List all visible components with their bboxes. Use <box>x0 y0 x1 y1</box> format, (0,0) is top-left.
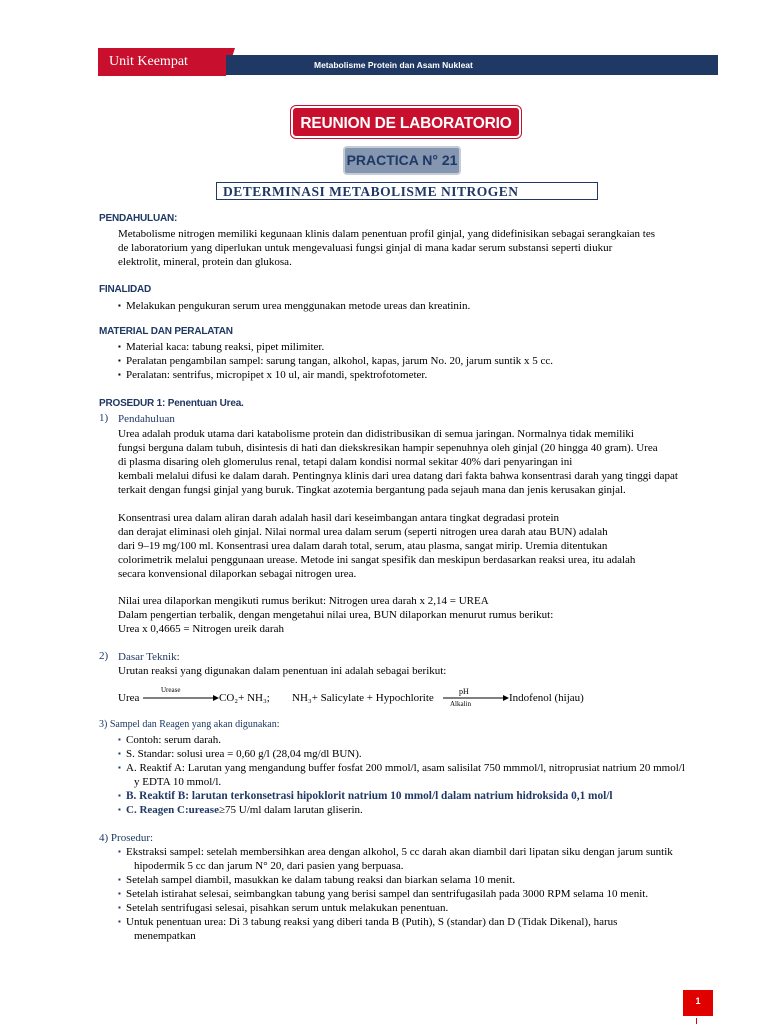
bullet-icon: ▪ <box>118 735 121 744</box>
reagent-item <box>118 761 685 775</box>
step-item <box>118 901 448 915</box>
step-item-continued: hipodermik 5 cc dan jarum N° 20, dari pasien yang berpuasa. <box>134 860 404 872</box>
step-item <box>118 887 648 901</box>
reagent-item <box>118 733 221 747</box>
reagent-item-b <box>118 789 613 803</box>
paragraph-line: fungsi berguna dalam tubuh, disintesis di hati dan diekskresikan hampir sepenuhnya oleh ginjal (20 hingga 40 gram). Urea <box>118 442 658 454</box>
reaction-ph: pH <box>459 687 469 696</box>
bullet-icon: ▪ <box>118 889 121 898</box>
practica-badge: PRACTICA N° 21 <box>343 146 461 175</box>
reaction-reactants: NH₃+ Salicylate + Hypochlorite <box>292 692 434 704</box>
bullet-icon: ▪ <box>118 301 121 310</box>
paragraph-line: terkait dengan fungsi ginjal yang buruk. Tingkat azotemia bergantung pada sejauh mana dan jenis kerusakan ginjal. <box>118 484 626 496</box>
section-1-title: Pendahuluan <box>118 413 175 425</box>
pendahuluan-line: Metabolisme nitrogen memiliki kegunaan klinis dalam penentuan profil ginjal, yang didefinisikan sebagai serangkaian tes <box>118 228 656 240</box>
reaction-intro: Urutan reaksi yang digunakan dalam penentuan ini adalah sebagai berikut: <box>118 665 447 677</box>
reaction-products: CO₂+ NH₃; <box>219 692 270 704</box>
paragraph-line: dan derajat eliminasi oleh ginjal. Nilai normal urea dalam serum (seperti nitrogen urea darah atau BUN) adalah <box>118 526 608 538</box>
bullet-icon: ▪ <box>118 903 121 912</box>
step-item-text: Ekstraksi sampel: setelah membersihkan area dengan alkohol, 5 cc darah akan diambil dari lipatan siku dengan jarum suntik <box>126 846 673 858</box>
page-number: 1 <box>683 990 713 1016</box>
section-3-heading: 3) Sampel dan Reagen yang akan digunakan: <box>99 719 280 730</box>
material-item-text: Peralatan: sentrifus, micropipet x 10 ul, air mandi, spektrofotometer. <box>126 369 428 381</box>
step-item <box>118 873 515 887</box>
step-item-text: Untuk penentuan urea: Di 3 tabung reaksi yang diberi tanda B (Putih), S (standar) dan D (Tidak Dikenal), harus <box>126 916 618 928</box>
paragraph-line: dari 9–19 mg/100 ml. Konsentrasi urea dalam darah total, serum, atau plasma, sangat mirip. Uremia ditentukan <box>118 540 608 552</box>
bullet-icon: ▪ <box>118 342 121 351</box>
prosedur-heading: PROSEDUR 1: Penentuan Urea. <box>99 398 244 409</box>
page-marker <box>696 1018 697 1024</box>
material-item-text: Material kaca: tabung reaksi, pipet milimiter. <box>126 341 325 353</box>
reagent-item <box>118 747 362 761</box>
main-title: REUNION DE LABORATORIO <box>291 106 521 138</box>
bullet-icon: ▪ <box>118 791 121 800</box>
reagent-item-continued: y EDTA 10 mmol/l. <box>134 776 222 788</box>
material-item <box>118 368 427 382</box>
paragraph-line: secara konvensional dilaporkan sebagai nitrogen urea. <box>118 568 357 580</box>
finalidad-item <box>118 299 470 313</box>
material-item <box>118 354 553 368</box>
paragraph-line: di plasma disaring oleh glomerulus renal, tetapi dalam kondisi normal sekitar 40% dari penyaringan ini <box>118 456 573 468</box>
section-4-heading: 4) Prosedur: <box>99 832 154 844</box>
step-item-text: Setelah sampel diambil, masukkan ke dalam tabung reaksi dan biarkan selama 10 menit. <box>126 874 516 886</box>
reagent-item-c <box>118 803 363 817</box>
bullet-icon: ▪ <box>118 356 121 365</box>
section-2-number: 2) <box>99 650 109 662</box>
reagent-c-label: C. Reagen C:urease <box>126 804 219 816</box>
step-item-text: Setelah istirahat selesai, seimbangkan tabung yang berisi sampel dan sentrifugasilah pada 3000 RPM selama 10 menit. <box>126 888 649 900</box>
bullet-icon: ▪ <box>118 875 121 884</box>
reaction-urea: Urea <box>118 692 140 704</box>
bullet-icon: ▪ <box>118 805 121 814</box>
paragraph-line: Urea adalah produk utama dari katabolisme protein dan didistribusikan di semua jaringan. Normalnya tidak memiliki <box>118 428 634 440</box>
step-item <box>118 845 673 859</box>
formula-line: Urea x 0,4665 = Nitrogen ureik darah <box>118 623 284 635</box>
bullet-icon: ▪ <box>118 847 121 856</box>
material-heading: MATERIAL DAN PERALATAN <box>99 326 233 337</box>
step-item-text: Setelah sentrifugasi selesai, pisahkan serum untuk melakukan penentuan. <box>126 902 449 914</box>
section-2-title: Dasar Teknik: <box>118 651 180 663</box>
material-item <box>118 340 324 354</box>
section-1-number: 1) <box>99 412 109 424</box>
step-item-continued: menempatkan <box>134 930 196 942</box>
paragraph-line: colorimetrik melalui penggunaan urease. Metode ini sangat spesifik dan meskipun berdasarkan reaksi urea, itu adalah <box>118 554 636 566</box>
reaction-alkalin: Alkalin <box>450 700 471 708</box>
reagent-item-text: A. Reaktif A: Larutan yang mengandung buffer fosfat 200 mmol/l, asam salisilat 750 mmmol/l, nitroprusiat natrium 20 mmol/l <box>126 762 685 774</box>
bullet-icon: ▪ <box>118 917 121 926</box>
bullet-icon: ▪ <box>118 763 121 772</box>
chapter-title: Metabolisme Protein dan Asam Nukleat <box>226 55 718 75</box>
arrow-icon <box>143 694 219 702</box>
formula-line: Nilai urea dilaporkan mengikuti rumus berikut: Nitrogen urea darah x 2,14 = UREA <box>118 595 489 607</box>
material-item-text: Peralatan pengambilan sampel: sarung tangan, alkohol, kapas, jarum No. 20, jarum suntik x 5 cc. <box>126 355 554 367</box>
pendahuluan-line: de laboratorium yang diperlukan untuk mengevaluasi fungsi ginjal di mana kadar serum substansi seperti diukur <box>118 242 613 254</box>
formula-line: Dalam pengertian terbalik, dengan mengetahui nilai urea, BUN dilaporkan menurut rumus berikut: <box>118 609 554 621</box>
reagent-item-text: Contoh: serum darah. <box>126 734 222 746</box>
pendahuluan-heading: PENDAHULUAN: <box>99 213 178 224</box>
bullet-icon: ▪ <box>118 749 121 758</box>
unit-label: Unit Keempat <box>98 48 226 76</box>
paragraph-line: Konsentrasi urea dalam aliran darah adalah hasil dari keseimbangan antara tingkat degradasi protein <box>118 512 560 524</box>
subtitle-box: DETERMINASI METABOLISME NITROGEN <box>216 182 598 200</box>
reagent-item-text: B. Reaktif B: larutan terkonsetrasi hipoklorit natrium 10 mmol/l dalam natrium hidroksida 0,1 mol/l <box>126 790 613 802</box>
reagent-item-text: S. Standar: solusi urea = 0,60 g/l (28,04 mg/dl BUN). <box>126 748 362 760</box>
paragraph-line: kembali melalui difusi ke dalam darah. Pentingnya klinis dari urea datang dari fakta bahwa konsentrasi darah yang tinggi dapat <box>118 470 678 482</box>
bullet-icon: ▪ <box>118 370 121 379</box>
reagent-c-text: ≥75 U/ml dalam larutan gliserin. <box>218 804 363 816</box>
pendahuluan-line: elektrolit, mineral, protein dan glukosa. <box>118 256 292 268</box>
step-item <box>118 915 617 929</box>
finalidad-heading: FINALIDAD <box>99 284 152 295</box>
reaction-enzyme: Urease <box>161 686 181 694</box>
reaction-result: Indofenol (hijau) <box>509 692 584 704</box>
finalidad-item-text: Melakukan pengukuran serum urea menggunakan metode ureas dan kreatinin. <box>126 300 471 312</box>
